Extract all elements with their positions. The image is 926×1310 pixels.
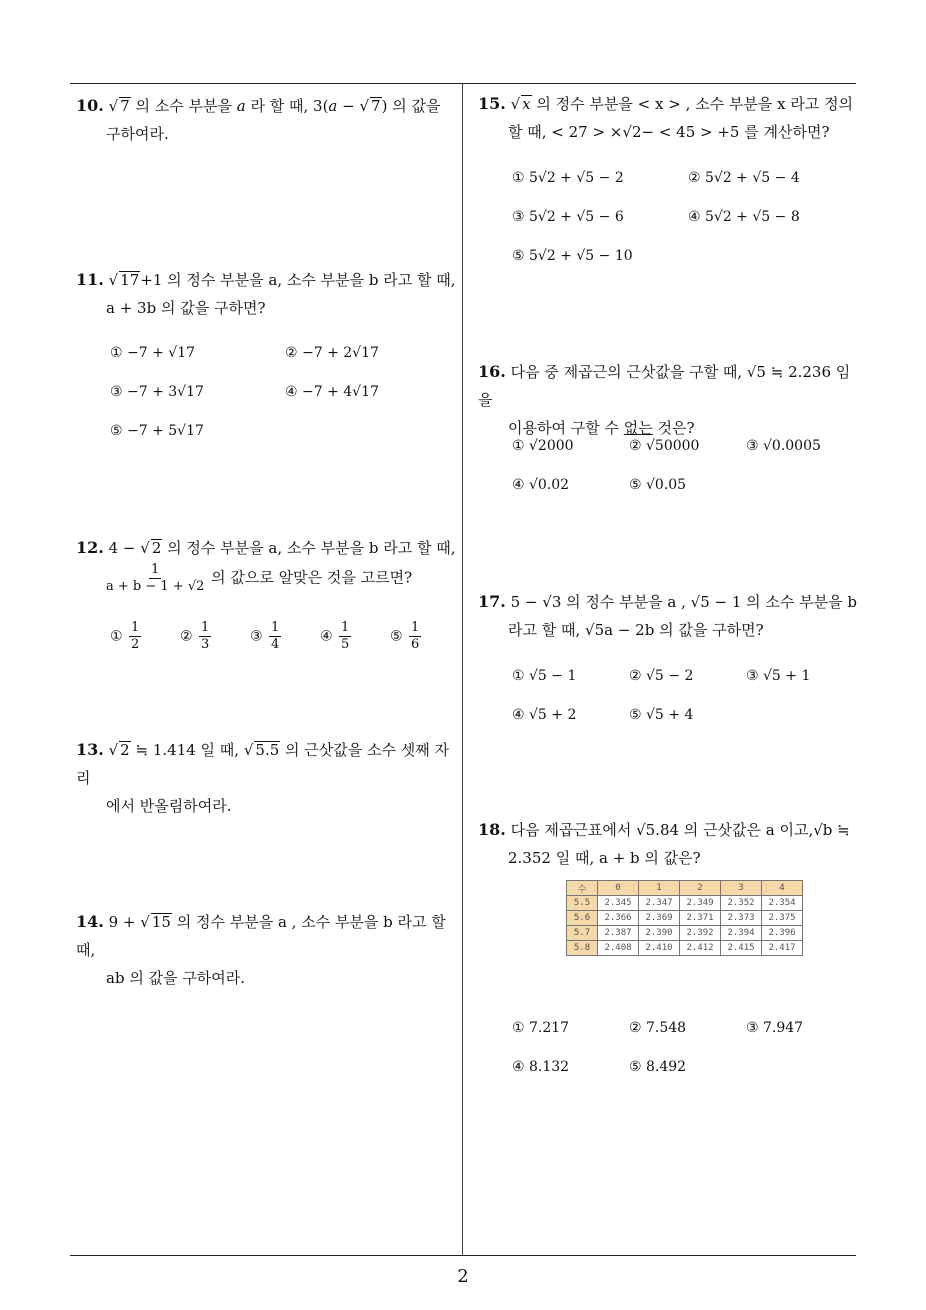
option-5[interactable]: ⑤ √0.05 xyxy=(629,477,687,493)
option-5[interactable]: ⑤ 8.492 xyxy=(629,1059,687,1075)
table-header-row: 수 0 1 2 3 4 xyxy=(567,881,803,896)
square-root-table xyxy=(566,880,803,956)
question-number: 14. xyxy=(76,912,104,931)
question-number: 16. xyxy=(478,362,506,381)
question-continuation: 구하여라. xyxy=(106,125,169,143)
option-1[interactable]: ① 5√2 + √5 − 2 xyxy=(512,170,624,186)
question-number: 13. xyxy=(76,740,104,759)
question-11: 11. √ 17+1 의 정수 부분을 a, 소수 부분을 b 라고 할 때, a + 3b 의 값을 구하면? xyxy=(76,266,461,322)
option-3[interactable]: ③ 7.947 xyxy=(746,1020,804,1036)
question-number: 10. xyxy=(76,96,104,115)
option-2[interactable]: ② $\frac{1}{3}$ xyxy=(180,620,210,652)
option-3[interactable]: ③ 5√2 + √5 − 6 xyxy=(512,209,624,225)
question-continuation: 에서 반올림하여라. xyxy=(106,797,232,815)
option-1[interactable]: ① 7.217 xyxy=(512,1020,570,1036)
question-13: 13. √ 2 ≒ 1.414 일 때, √ 5.5 의 근삿값을 소수 셋째 자리 에서 반올림하여라. xyxy=(76,736,461,820)
table-row: 5.6 2.366 2.369 2.371 2.373 2.375 xyxy=(567,911,803,926)
question-18: 18. 다음 제곱근표에서 √5.84 의 근삿값은 a 이고,√b ≒ 2.352 일 때, a + b 의 값은? xyxy=(478,816,863,872)
question-continuation: 2.352 일 때, a + b 의 값은? xyxy=(508,849,701,867)
option-3[interactable]: ③ −7 + 3√17 xyxy=(110,384,204,400)
option-2[interactable]: ② √5 − 2 xyxy=(629,668,694,684)
question-14: 14. 9 + √ 15 의 정수 부분을 a , 소수 부분을 b 라고 할 때, ab 의 값을 구하여라. xyxy=(76,908,461,992)
question-10: 10. √ 7 의 소수 부분을 a 라 할 때, 3(a − √ 7) 의 값을 구하여라. xyxy=(76,92,456,148)
question-continuation: 할 때, < 27 > ×√2− < 45 > +5 를 계산하면? xyxy=(508,123,830,141)
option-5[interactable]: ⑤ √5 + 4 xyxy=(629,707,694,723)
option-3[interactable]: ③ √0.0005 xyxy=(746,438,821,454)
question-number: 11. xyxy=(76,270,104,289)
option-3[interactable]: ③ $\frac{1}{4}$ xyxy=(250,620,280,652)
option-4[interactable]: ④ −7 + 4√17 xyxy=(285,384,379,400)
top-rule xyxy=(70,83,856,84)
page-number: 2 xyxy=(457,1266,469,1287)
option-2[interactable]: ② −7 + 2√17 xyxy=(285,345,379,361)
table-row: 5.5 2.345 2.347 2.349 2.352 2.354 xyxy=(567,896,803,911)
option-2[interactable]: ② 7.548 xyxy=(629,1020,687,1036)
question-continuation: 라고 할 때, √5a − 2b 의 값을 구하면? xyxy=(508,621,764,639)
option-3[interactable]: ③ √5 + 1 xyxy=(746,668,811,684)
option-5[interactable]: ⑤ 5√2 + √5 − 10 xyxy=(512,248,633,264)
option-1[interactable]: ① −7 + √17 xyxy=(110,345,196,361)
question-continuation: a + 3b 의 값을 구하면? xyxy=(106,299,266,317)
option-1[interactable]: ① √5 − 1 xyxy=(512,668,577,684)
column-divider xyxy=(462,84,463,1256)
option-1[interactable]: ① $\frac{1}{2}$ xyxy=(110,620,140,652)
question-15: 15. √ x 의 정수 부분을 < x > , 소수 부분을 x 라고 정의 할 때, < 27 > ×√2− < 45 > +5 를 계산하면? xyxy=(478,90,863,146)
option-4[interactable]: ④ 8.132 xyxy=(512,1059,570,1075)
question-12: 12. 4 − √ 2 의 정수 부분을 a, 소수 부분을 b 라고 할 때, $\frac{1}{a + b - 1 + √2}$ 의 값으로 알맞은 것을 고르면? xyxy=(76,538,456,594)
table-row: 5.8 2.408 2.410 2.412 2.415 2.417 xyxy=(567,941,803,956)
fraction: $\frac{1}{a + b - 1 + √2}$ xyxy=(106,562,205,594)
option-2[interactable]: ② 5√2 + √5 − 4 xyxy=(688,170,800,186)
question-16: 16. 다음 중 제곱근의 근삿값을 구할 때, √5 ≒ 2.236 임을 이용하여 구할 수 없는 것은? xyxy=(478,362,851,437)
bottom-rule xyxy=(70,1255,856,1256)
question-number: 18. xyxy=(478,820,506,839)
option-4[interactable]: ④ $\frac{1}{5}$ xyxy=(320,620,350,652)
question-number: 15. xyxy=(478,94,506,113)
option-2[interactable]: ② √50000 xyxy=(629,438,700,454)
question-number: 17. xyxy=(478,592,506,611)
table-row: 5.7 2.387 2.390 2.392 2.394 2.396 xyxy=(567,926,803,941)
option-5[interactable]: ⑤ $\frac{1}{6}$ xyxy=(390,620,420,652)
question-17: 17. 5 − √3 의 정수 부분을 a , √5 − 1 의 소수 부분을 b 라고 할 때, √5a − 2b 의 값을 구하면? xyxy=(478,588,863,644)
question-number: 12. xyxy=(76,538,104,557)
option-4[interactable]: ④ 5√2 + √5 − 8 xyxy=(688,209,800,225)
option-5[interactable]: ⑤ −7 + 5√17 xyxy=(110,423,204,439)
option-4[interactable]: ④ √5 + 2 xyxy=(512,707,577,723)
option-4[interactable]: ④ √0.02 xyxy=(512,477,570,493)
question-continuation: ab 의 값을 구하여라. xyxy=(106,969,246,987)
option-1[interactable]: ① √2000 xyxy=(512,438,574,454)
